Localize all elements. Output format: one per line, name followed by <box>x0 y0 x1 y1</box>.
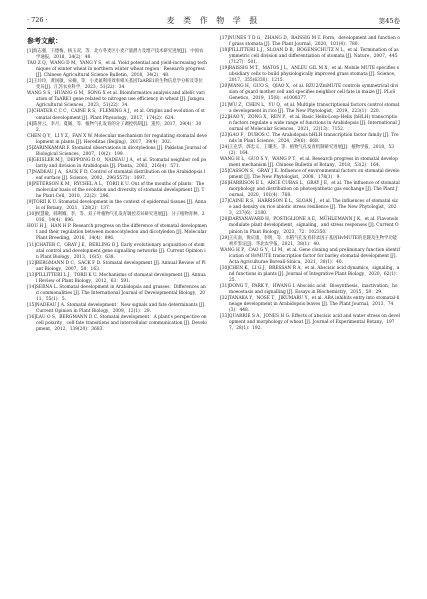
reference-entry: [13]PILLITTERI L J，TORII K U. Mechanisms of stomatal development [J]. Annual Review of Plant Biology，2012，63：591. <box>27 272 206 284</box>
reference-entry: [4]陈誉云，李月，夏佩，等．植物气孔发育的分子调控机制[J]．遗传，2017，39(4)：302． <box>27 121 202 133</box>
running-header <box>27 14 400 29</box>
reference-entry: [8]PETERSON K M，RYCHEL A L，TORII K U. Out of the mouths of plants：The molecular basis of the evolution and diversity of stomatal development [J]. The Plant Cell，2010，22(2)：296. <box>27 182 205 200</box>
reference-entry: [26]HARRISON E L，ARCE CUBAS L，GRAY J E，et al. The influence of stomatal morphology and distribution on photosynthetic gas exchange [J]. The Plant Journal，2020，101(4)：768. <box>220 181 400 199</box>
reference-entry: [3]CHATER C C C，CAINE R S，FLEMING A J，et al. Origins and evolution of stomatal development [J]. Plant Physiology，2017，174(2)：624. <box>27 109 205 121</box>
references-body <box>27 36 400 592</box>
reference-entry: [22]HAO Y，ZONG X，REN P，et al. Basic Helix-Loop-Helix (bHLH) transcription factors regulate a wide range of functions in Arabidopsis [J]. International Journal of Molecular Sciences，2021，22(13)：7152. <box>220 114 400 132</box>
reference-entry: [17]NUNES T D G，ZHANG D，RAISSIG M T. Form，development and function of grass stomata [J]. The Plant Journal，2020，101(4)：780. <box>220 36 400 48</box>
reference-entry: [30]CHEN K，LI G J，BRESSAN R A，et al. Abscisic acid dynamics，signaling，and functions in plants [J]. Journal of Integrative Plant Biology，2020，62(1)：25. <box>220 265 400 283</box>
reference-entry: [6]GEISLER M J，DEPPONG D O，NADEAU J A，et al. Stomatal neighbor cell polarity and division in Arabidopsis [J]. Planta，2003，216(4)：571. <box>27 157 207 169</box>
reference-list-right <box>220 36 400 332</box>
reference-entry: HOU H J，HAN H P. Research progress on the difference of stomatal development and their regulation between monocotyledon and dicotyledon [J]. Molecular Plant Breeding，2016，14(4)：896. <box>27 224 207 242</box>
reference-entry: [7]NADEAU J A，SACK F D. Control of stomatal distribution on the Arabidopsis leaf surface [J]. Science，2002，296(5573)：1697. <box>27 169 206 181</box>
reference-entry: [12]BERGMANN D C，SACK F D. Stomatal development [J]. Annual Review of Plant Biology，2007，58：163. <box>27 260 206 272</box>
page-number: · 726 · <box>27 16 48 24</box>
reference-entry: [23]GAO F，DUBOS C. The Arabidopsis bHLH transcription factor family [J]. Trends in Plant Science，2024，29(6)：668. <box>220 132 399 144</box>
reference-entry: [18]PILLITTERI L J，SLOAN D B，BOGENSCHUTZ N L，et al. Termination of asymmetric cell division and differentiation of stomata [J]. Nature，2007，445(7127)：501. <box>220 48 399 66</box>
references-column-left <box>27 36 207 333</box>
reference-entry: [9]TORII K U. Stomatal development in the context of epidermal tissues [J]. Annals of Botany，2021，128(2)：137. <box>27 200 207 212</box>
reference-entry: [14]SERNA L. Stomatal development in Arabidopsis and grasses：Differences and commonalities [J]. The International Journal of Developmental Biology，2011，55(1)：5. <box>27 284 206 302</box>
reference-entry: [31]DONG T，PARK Y，HWANG I. Abscisic acid：Biosynthesis，inactivation，homoeostasis and signalling [J]. Essays in Biochemistry，2015，58：29. <box>220 283 398 295</box>
reference-entry: [10]侯慧敏，韩利娜，李，等．双子叶植物气孔发育调控差异研究进展[J]．分子植物育种，2016，14(4)：896． <box>27 212 205 224</box>
reference-entry: [29]王庆南，黄庆康，李明，等．水稻气孔发育转录因子基因HvMUTE的克隆及生物学功能初步鉴定[J]．华北农学报，2021，38(1)：40． <box>220 235 398 247</box>
reference-entry: [5]ZARINKAMAR F. Stomatal observations in dicotyledons [J]. Pakistan Journal of Biological Sciences，2007，10(2)：199. <box>27 145 207 157</box>
reference-entry: [11]CHATER C，GRAY J E，BERLING D J. Early evolutionary acquisition of stomatal control and development gene signalling networks [J]. Current Opinion in Plant Biology，2013，16(5)：638. <box>27 242 206 260</box>
reference-entry: [33]QUARRIE S A，JONES H G. Effects of abscisic acid and water stress on development and morphology of wheat [J]. Journal of Experimental Botany，1977，28(1)：192. <box>220 314 400 332</box>
reference-entry: [25]CASSON S，GRAY J E. Influence of environmental factors on stomatal development [J]. The New Phytologist，2008，178(1)：9. <box>220 169 400 181</box>
journal-title: 麦 类 作 物 学 报 <box>166 16 261 25</box>
volume-label: 第45卷 <box>378 17 400 25</box>
references-column-right <box>220 36 400 332</box>
reference-entry: [19]RAISSIG M T，MATOS J L，ANLEU GIL M X，et al. Mobile MUTE specifies subsidiary cells to build physiologically improved grass stomata [J]. Science，2017，355(6330)：1215. <box>220 66 400 84</box>
reference-entry: [20]WANG H，GUO S，QIAO X，et al. BZU2/ZmMUTE controls symmetrical division of guard mother cell and specifies neighbor cell fate in maize [J]. PLoS Genetics，2019，15(8)：e1008377. <box>220 84 399 102</box>
reference-entry: [28]DARYANAVARD H，POSTIGLIONE A E，MÜHLEMANN J K，et al. Flavonols modulate plant development，signaling，and stress responses [J]. Current Opinion in Plant Biology，2023，72：102350. <box>220 217 399 235</box>
reference-entry: [21]WU Z，CHEN L，YU Q，et al. Multiple transcriptional factors control stomata development in rice [J]. The New Phytologist，2019，223(1)：220. <box>220 102 400 114</box>
reference-entry: TAO Z Q，WANG D M，YANG Y S，et al. Yield potential and yield-increasing techniques of winter wheat in northern winter wheat region：Research progress [J]. Chinese Agricultural Science Bulletin，2018，34(2)：48. <box>27 61 207 79</box>
reference-entry: WANG H L，GUO S Y，WANG P T，et al. Research progress in stomatal development mechanism [J]. Chinese Bulletin of Botany，2018，53(2)：164. <box>220 156 398 168</box>
reference-entry: WANG H P，CAO G Y，LI M，et al. Gene cloning and preliminary function identification of HvMUTE transcription factor for barley stomatal development [J]. Acta Agriculturae Boreali-Sinica，2021，38(1)：40. <box>220 247 400 265</box>
reference-entry: CHEN Q Y，LI Y Z，FAN X W. Molecular mechanism for regulating stomatal development in plants [J]. Hereditas (Beijing)，2017，39(4)：302. <box>27 133 207 145</box>
reference-entry: [32]TANAKA Y，NOSE T，JIKUMARU Y，et al. ABA inhibits entry into stomatal-lineage development in Arabidopsis leaves [J]. The Plant Journal，2013，74(3)：448. <box>220 296 400 314</box>
reference-entry: [24]王克华，郭忠义，王耀杰，等．植物气孔发育机制研究进展[J]．植物学报，2018，53(2)：164． <box>220 144 394 156</box>
reference-entry: [27]CAINE R S，HARRISON E L，SLOAN J，et al. The influences of stomatal size and density on rice abiotic stress resilience [J]. The New Phytologist，2023，237(6)：2180. <box>220 199 398 217</box>
reference-entry: [2]王玲玲，黄国敏，宋楠，等．小麦氮利用效率相关基因TaARE1的生物信息学分析及等位变异[J]．江苏农业科学，2023，51(22)：34． <box>27 79 203 91</box>
reference-list-left <box>27 49 207 333</box>
reference-entry: [16]LAU O S，BERGMANN D C. Stomatal development：A plant's perspective on cell polarity，cell fate transitions and intercellular communication [J]. Development，2012，139(20)：3683. <box>27 315 207 333</box>
references-heading: 参考文献： <box>27 37 62 45</box>
reference-entry: [15]NADEAU J A. Stomatal development：New signals and fate determinants [J]. Current Opinion in Plant Biology，2009，12(1)：29. <box>27 302 206 315</box>
reference-entry: WANG S S，HUANG G M，SONG X et al. Bioinformatics analysis and allelic variation of TaARE1 gene related to nitrogen use efficiency in wheat [J]. Jiangsu Agricultural Sciences，2023，51(22)：34. <box>27 91 205 109</box>
reference-entry: [1]海志强，王德梅，杨玉双，等．北方冬麦区小麦产量潜力及增产技术研究进展[J]．中国农学通报，2018，34(2)：48． <box>27 49 204 61</box>
